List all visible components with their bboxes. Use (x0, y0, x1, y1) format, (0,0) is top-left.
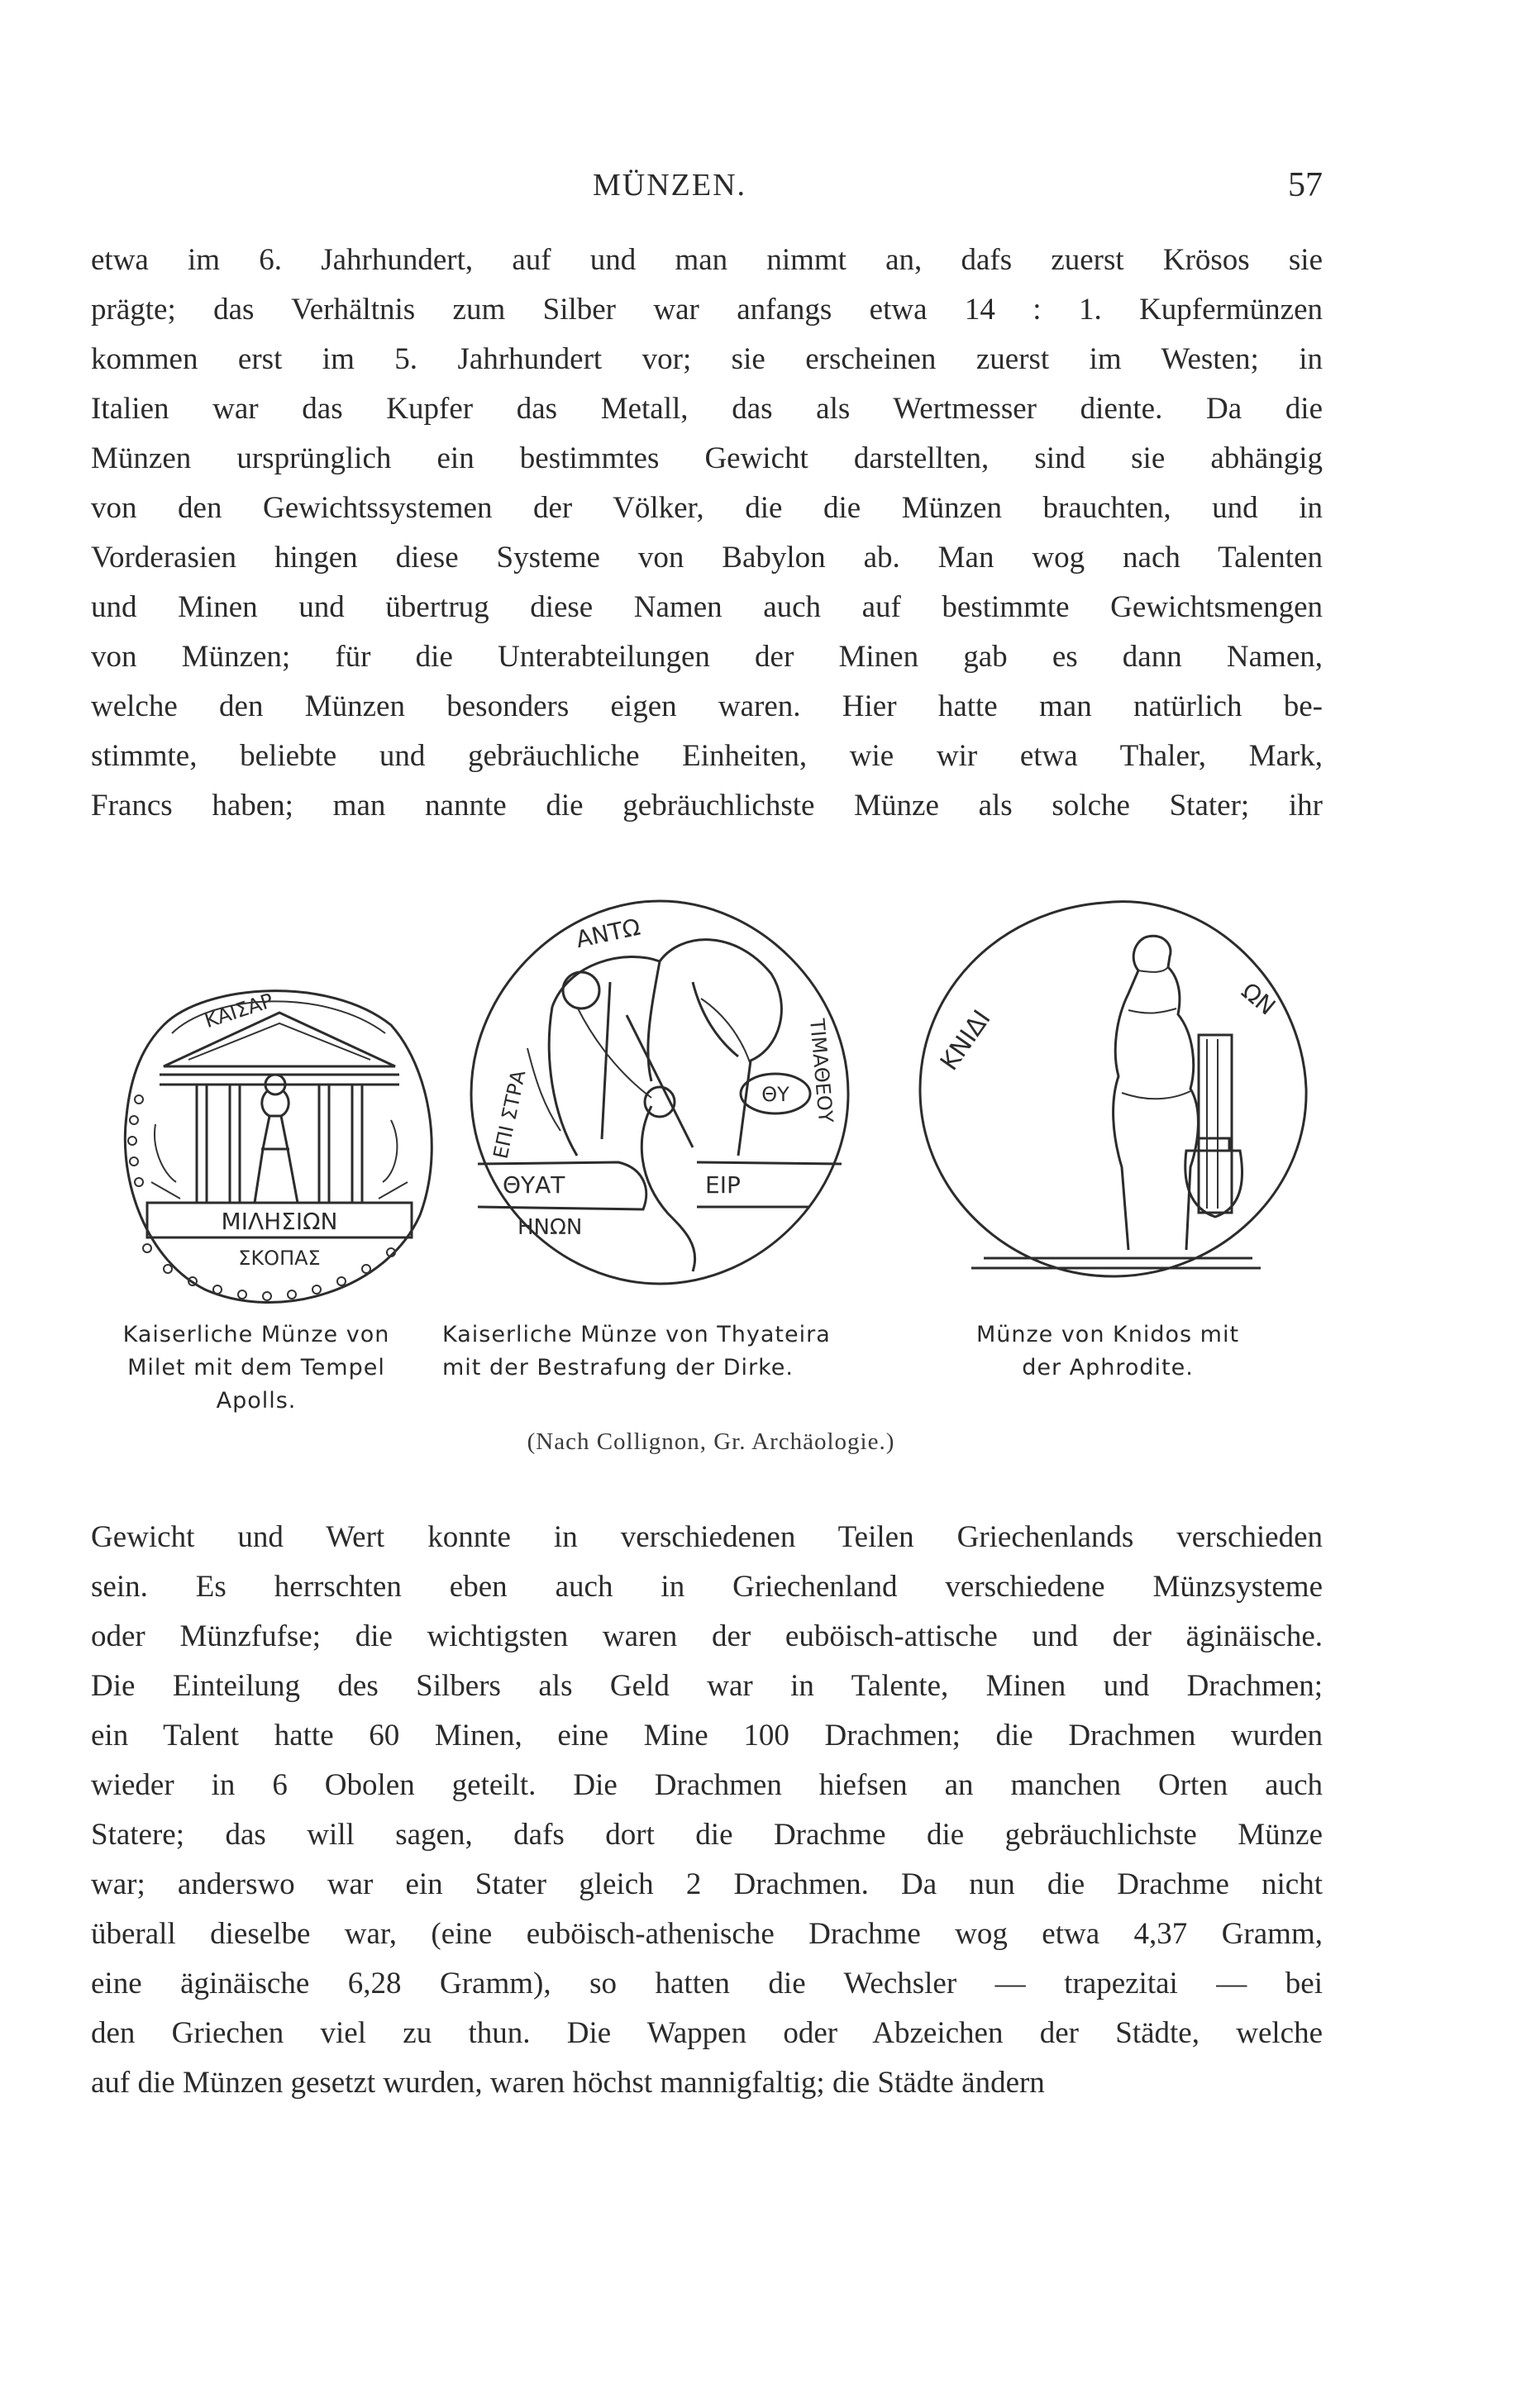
caption-line: Apolls. (216, 1388, 297, 1414)
coin-legend-band-right: ΕΙΡ (705, 1171, 741, 1199)
caption-line: Kaiserliche Münze von Thyateira (442, 1322, 831, 1347)
text-line: ein Talent hatte 60 Minen, eine Mine 100 Drachmen; die Drachmen wurden (91, 1719, 1323, 1752)
text-line: Italien war das Kupfer das Metall, das als Wertmesser diente. Da die (91, 392, 1323, 426)
coin-legend-bottom: ΣΚΟΠΑΣ (238, 1247, 321, 1270)
coin-legend-right: ΤΙΜΑΘΕΟΥ (805, 1018, 837, 1124)
text-line: prägte; das Verhältnis zum Silber war anfangs etwa 14 : 1. Kupfermünzen (91, 293, 1323, 327)
text-line: Gewicht und Wert konnte in verschiedenen Teilen Griechenlands verschieden (91, 1520, 1323, 1554)
coin-legend-bottom: ΗΝΩΝ (517, 1215, 583, 1240)
coin-legend-top: ΑΝΤΩ (573, 913, 643, 954)
text-line: Statere; das will sagen, dafs dort die Drachme die gebräuchlichste Münze (91, 1818, 1323, 1852)
caption-line: Kaiserliche Münze von (122, 1322, 390, 1347)
text-line: Vorderasien hingen diese Systeme von Babylon ab. Man wog nach Talenten (91, 541, 1323, 575)
coin-legend-band: ΘΥΑΤ (503, 1171, 565, 1199)
text-line: Francs haben; man nannte die gebräuchlichste Münze als solche Stater; ihr (91, 789, 1323, 823)
coin-legend-left: ΕΠΙ ΣΤΡΑ (489, 1068, 531, 1161)
caption-line: Münze von Knidos mit (975, 1322, 1240, 1347)
text-line: Die Einteilung des Silbers als Geld war in Talente, Minen und Drachmen; (91, 1669, 1323, 1703)
text-line: etwa im 6. Jahrhundert, auf und man nimmt an, dafs zuerst Krösos sie (91, 243, 1323, 277)
coin-legend-inner: ΘΥ (761, 1083, 789, 1106)
coin-thyateira-illustration (453, 883, 866, 1296)
text-line: den Griechen viel zu thun. Die Wappen oder Abzeichen der Städte, welche (91, 2016, 1323, 2050)
figure-credit: (Nach Collignon, Gr. Archäologie.) (527, 1428, 895, 1455)
text-line: auf die Münzen gesetzt wurden, waren höchst mannigfaltig; die Städte ändern (91, 2066, 1045, 2100)
page-number: 57 (1288, 166, 1323, 204)
coin-legend-top: ΚΑΙΣΑΡ (202, 989, 276, 1033)
text-line: stimmte, beliebte und gebräuchliche Einheiten, wie wir etwa Thaler, Mark, (91, 739, 1323, 773)
text-line: von den Gewichtssystemen der Völker, die die Münzen brauchten, und in (91, 491, 1323, 525)
figure-caption-coin3 (909, 1318, 1306, 1385)
coin-legend-left: ΚΝΙΔΙ (934, 1004, 997, 1076)
coin-knidos-illustration (905, 870, 1319, 1299)
coin-miletus-illustration (114, 934, 445, 1314)
text-line: eine äginäische 6,28 Gramm), so hatten die Wechsler — trapezitai — bei (91, 1967, 1323, 2000)
text-line: von Münzen; für die Unterabteilungen der Minen gab es dann Namen, (91, 640, 1323, 674)
coin-legend-right: ΩΝ (1236, 977, 1281, 1021)
caption-line: der Aphrodite. (1022, 1355, 1194, 1380)
text-line: wieder in 6 Obolen geteilt. Die Drachmen hiefsen an manchen Orten auch (91, 1768, 1323, 1802)
text-line: Münzen ursprünglich ein bestimmtes Gewicht darstellten, sind sie abhängig (91, 441, 1323, 475)
paragraph-top (91, 236, 1323, 831)
text-line: welche den Münzen besonders eigen waren. Hier hatte man natürlich be- (91, 689, 1323, 723)
text-line: sein. Es herrschten eben auch in Griechenland verschiedene Münzsysteme (91, 1570, 1323, 1604)
running-header: MÜNZEN. (592, 168, 747, 203)
caption-line: mit der Bestrafung der Dirke. (442, 1355, 794, 1380)
coin-legend-band: ΜΙΛΗΣΙΩΝ (221, 1208, 338, 1235)
figure-caption-coin1 (91, 1318, 422, 1418)
text-line: überall dieselbe war, (eine euböisch-athenische Drachme wog etwa 4,37 Gramm, (91, 1917, 1323, 1951)
text-line: kommen erst im 5. Jahrhundert vor; sie erscheinen zuerst im Westen; in (91, 342, 1323, 376)
text-line: und Minen und übertrug diese Namen auch auf bestimmte Gewichtsmengen (91, 590, 1323, 624)
text-line: war; anderswo war ein Stater gleich 2 Drachmen. Da nun die Drachme nicht (91, 1867, 1323, 1901)
caption-line: Milet mit dem Tempel (127, 1355, 385, 1380)
paragraph-bottom (91, 1513, 1323, 2108)
figure-caption-coin2 (442, 1318, 905, 1385)
text-line: oder Münzfufse; die wichtigsten waren der euböisch-attische und der äginäische. (91, 1619, 1323, 1653)
